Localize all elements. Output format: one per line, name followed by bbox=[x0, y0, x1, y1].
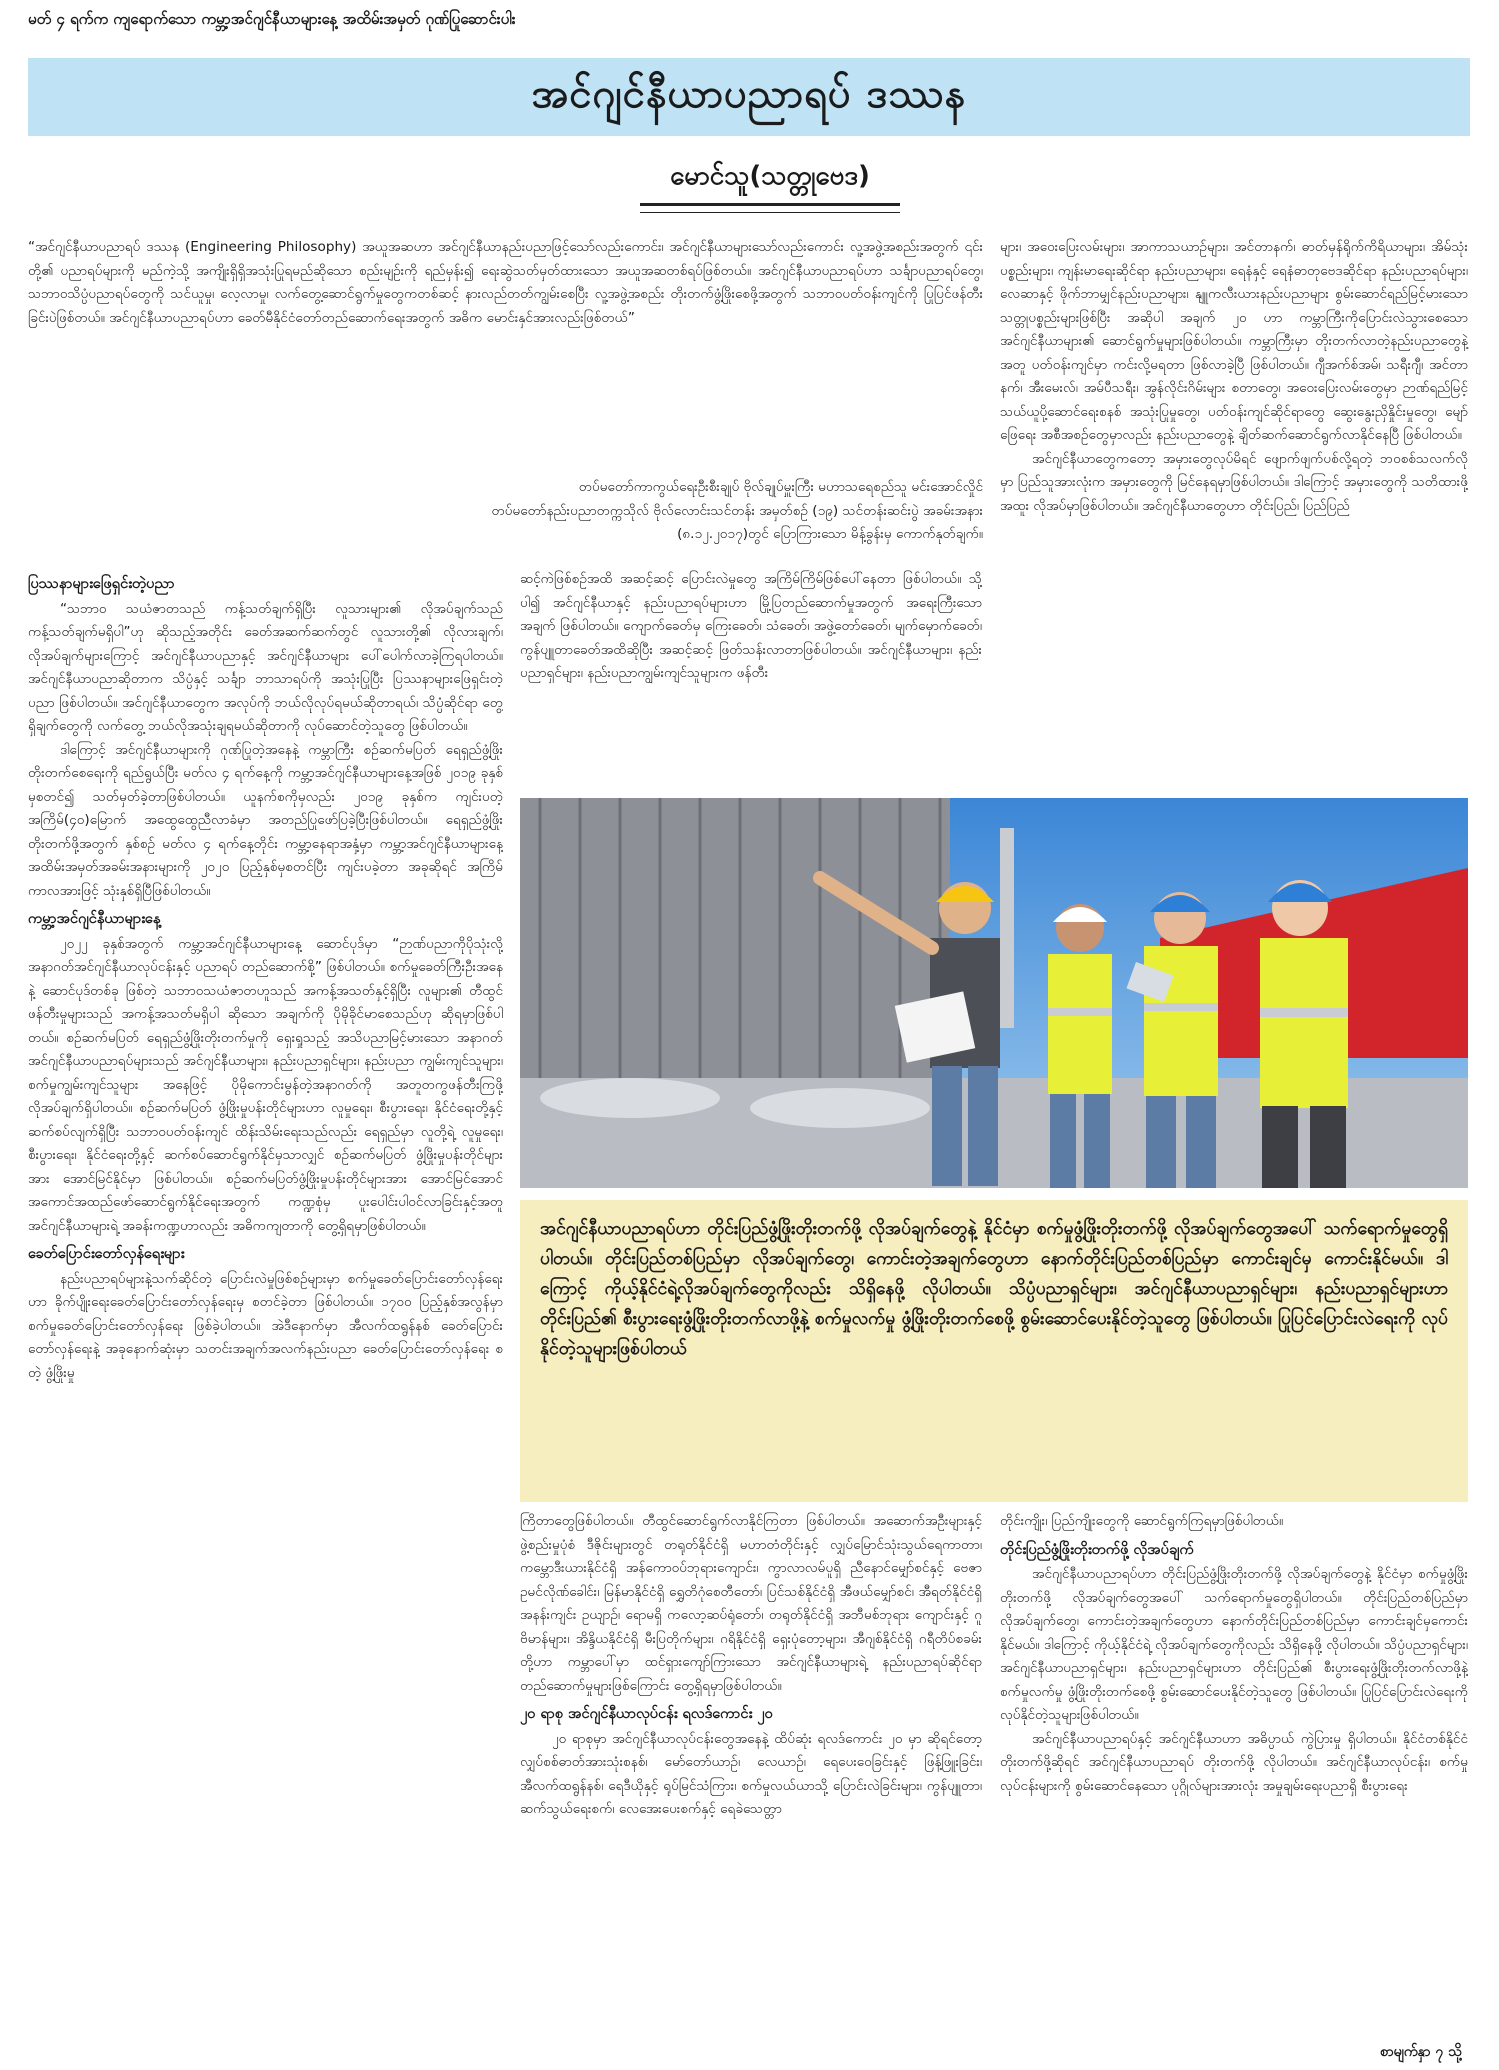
attribution-line: တပ်မတော်ကာကွယ်ရေးဦးစီးချုပ် ဗိုလ်ချုပ်မှူးကြီး မဟာသရေစည်သူ မင်းအောင်လှိုင် bbox=[578, 479, 983, 495]
section-heading: တိုင်းပြည်ဖွံ့ဖြိုးတိုးတက်ဖို့ လိုအပ်ချက် bbox=[1000, 1540, 1194, 1558]
column-2-top bbox=[520, 568, 982, 792]
kicker-line: မတ် ၄ ရက်က ကျရောက်သော ကမ္ဘာ့အင်ဂျင်နီယာများနေ့ အထိမ်းအမှတ် ဂုဏ်ပြုဆောင်းပါး bbox=[28, 10, 516, 28]
byline-rule bbox=[640, 212, 900, 213]
engineers-photo bbox=[520, 798, 1468, 1188]
paragraph: “သဘာဝ သယံဇာတသည် ကန့်သတ်ချက်ရှိပြီး လူသားများ၏ လိုအပ်ချက်သည် ကန့်သတ်ချက်မရှိပါ”ဟု ဆိုသည့်အတိုင်း ခေတ်အဆက်ဆက်တွင် လူသားတို့၏ လိုလားချက်၊ လိုအပ်ချက်များကြောင့် အင်ဂျင်နီယာပညာနှင့် အင်ဂျင်နီယာများ ပေါ်ပေါက်လာခဲ့ကြရပါတယ်။ အင်ဂျင်နီယာပညာဆိုတာက သိပ္ပံနှင့် သင်္ချာ ဘာသာရပ်ကို အသုံးပြုပြီး ပြဿနာများဖြေရှင်းတဲ့ပညာ ဖြစ်ပါတယ်။ အင်ဂျင်နီယာတွေက အလုပ်ကို ဘယ်လိုလုပ်ရမယ်ဆိုတာရယ်၊ သိပ္ပံဆိုင်ရာ တွေ့ရှိချက်တွေကို လက်တွေ့ ဘယ်လိုအသုံးချရမယ်ဆိုတာကို လုပ်ဆောင်တဲ့သူတွေ ဖြစ်ပါတယ်။ bbox=[28, 600, 503, 734]
paragraph: တိုင်းကျိုး၊ ပြည်ကျိုးတွေကို ဆောင်ရွက်ကြရမှာဖြစ်ပါတယ်။ bbox=[1000, 1513, 1284, 1529]
paragraph: ၂၀၂၂ ခုနှစ်အတွက် ကမ္ဘာ့အင်ဂျင်နီယာများနေ့ ဆောင်ပုဒ်မှာ “ဉာဏ်ပညာကိုပိုသုံးလို့ အနာဂတ်အင်ဂျင်နီယာလုပ်ငန်းနှင့် ပညာရပ် တည်ဆောက်စို့” ဖြစ်ပါတယ်။ စက်မှုခေတ်ကြီးဦးအနေနဲ့ ဆောင်ပုဒ်တစ်ခု ဖြစ်တဲ့ သဘာဝသယံဇာတဟူသည် အကန့်အသတ်နှင့်ရှိပြီး လူများ၏ တီထွင်ဖန်တီးမှုများသည် အကန့်အသတ်မရှိပါ ဆိုသော အချက်ကို ပိုမိုခိုင်မာစေသည်ဟု ဆိုရမှာဖြစ်ပါတယ်။ စဉ်ဆက်မပြတ် ရေရှည်ဖွံ့ဖြိုးတိုးတက်မှုကို ရှေးရှုသည့် အသိပညာမြင့်မားသော အနာဂတ်အင်ဂျင်နီယာပညာရပ်များသည် အင်ဂျင်နီယာများ၊ နည်းပညာရှင်များ၊ နည်းပညာ ကျွမ်းကျင်သူများ၊ စက်မှုကျွမ်းကျင်သူများ အနေဖြင့် ပိုမိုကောင်းမွန်တဲ့အနာဂတ်ကို အတူတကွဖန်တီးကြဖို့ လိုအပ်ချက်ရှိပါတယ်။ စဉ်ဆက်မပြတ် ဖွံ့ဖြိုးမှုပန်းတိုင်များဟာ လူမှုရေး၊ စီးပွားရေး၊ နိုင်ငံရေးတို့နှင့် ဆက်စပ်လျက်ရှိပြီး သဘာဝပတ်ဝန်းကျင် ထိန်းသိမ်းရေးသည်လည်း ရေရှည်မှာ လူတို့ရဲ့ လူမှုရေး၊ စီးပွားရေး၊ နိုင်ငံရေးတို့နှင့် ဆက်စပ်ဆောင်ရွက်နိုင်မှသာလျှင် စဉ်ဆက်မပြတ် ဖွံ့ဖြိုးမှုပန်းတိုင်များအား အောင်မြင်နိုင်မှာ ဖြစ်ပါတယ်။ စဉ်ဆက်မပြတ်ဖွံ့ဖြိုးမှုပန်းတိုင်များအား အောင်မြင်အောင် အကောင်အထည်ဖော်ဆောင်ရွက်နိုင်ရေးအတွက် ကဏ္ဍစုံမှ ပူးပေါင်းပါဝင်လာခြင်းနှင့်အတူ အင်ဂျင်နီယာများရဲ့ အခန်းကဏ္ဍဟာလည်း အဓိကကျတာကို တွေ့ရှိရမှာဖြစ်ပါတယ်။ bbox=[28, 935, 503, 1234]
paragraph: နည်းပညာရပ်များနဲ့သက်ဆိုင်တဲ့ ပြောင်းလဲမှုဖြစ်စဉ်များမှာ စက်မှုခေတ်ပြောင်းတော်လှန်ရေးဟာ ခိုက်ပျိုးရေးခေတ်ပြောင်းတော်လှန်ရေးမှ စတင်ခဲ့တာ ဖြစ်ပါတယ်။ ၁၇၀၀ ပြည့်နှစ်အလွန်မှာ စက်မှုခေတ်ပြောင်းတော်လှန်ရေး ဖြစ်ခဲ့ပါတယ်။ အဲဒီနောက်မှာ အီလက်ထရွန်နစ် ခေတ်ပြောင်းတော်လှန်ရေးနဲ့ အခုနောက်ဆုံးမှာ သတင်းအချက်အလက်နည်းပညာ ခေတ်ပြောင်းတော်လှန်ရေး စတဲ့ ဖွံ့ဖြိုးမှု bbox=[28, 1270, 503, 1381]
paragraph: ကြိတာတွေဖြစ်ပါတယ်။ တီထွင်ဆောင်ရွက်လာနိုင်ကြတာ ဖြစ်ပါတယ်။ အဆောက်အဦးများနှင့် ဖွဲ့စည်းမှုပုံစံ ဒီဇိုင်းများတွင် တရုတ်နိုင်ငံရှိ မဟာတံတိုင်းနှင့် လျှပ်မြောင်သုံးသွယ်ရေကာတာ၊ ကမ္ဘောဒီးယားနိုင်ငံရှိ အန်ကောဝပ်ဘုရားကျောင်း၊ ကွာလာလမ်ပူရှိ ညီနောင်မျှော်စင်နှင့် ဗေဇာဥမင်လိုဏ်ခေါင်း၊ မြန်မာနိုင်ငံရှိ ရွှေတိဂုံစေတီတော်၊ ပြင်သစ်နိုင်ငံရှိ အီဖယ်မျှော်စင်၊ အီရတ်နိုင်ငံရှိ အနန်းကျင်း ဥယျာဉ်၊ ရောမရှိ ကလော့ဆပ်ရုံတော်၊ တရုတ်နိုင်ငံရှိ အဘီမစ်ဘုရား ကျောင်းနှင့် ဂူဗိမာန်များ၊ အိန္ဒိယနိုင်ငံရှိ မီးပြတိုက်များ၊ ဂရိနိုင်ငံရှိ ရှေးပုံတော့များ၊ အီဂျစ်နိုင်ငံရှိ ဂရီတိပ်စခမ်း တို့ဟာ ကမ္ဘာပေါ်မှာ ထင်ရှားကျော်ကြားသော အင်ဂျင်နီယာများရဲ့ နည်းပညာရပ်ဆိုင်ရာ တည်ဆောက်မှုများဖြစ်ကြောင်း တွေ့ရှိရမှာဖြစ်ပါတယ်။ bbox=[520, 1513, 982, 1694]
attribution-line: (၈.၁၂.၂၀၁၇)တွင် ပြောကြားသော မိန့်ခွန်းမှ ကောက်နုတ်ချက်။ bbox=[677, 526, 983, 542]
section-heading: ကမ္ဘာ့အင်ဂျင်နီယာများနေ့ bbox=[28, 910, 161, 927]
pull-quote: အင်ဂျင်နီယာပညာရပ်ဟာ တိုင်းပြည်ဖွံ့ဖြိုးတိုးတက်ဖို့ လိုအပ်ချက်တွေနဲ့ နိုင်ငံမှာ စက်မှုဖွံ့ဖြိုးတိုးတက်ဖို့ လိုအပ်ချက်တွေအပေါ် သက်ရောက်မှုတွေရှိပါတယ်။ တိုင်းပြည်တစ်ပြည်မှာ လိုအပ်ချက်တွေ၊ ကောင်းတဲ့အချက်တွေဟာ နောက်တိုင်းပြည်တစ်ပြည်မှာ ကောင်းချင်မှ ကောင်းနိုင်မယ်။ ဒါကြောင့် ကိုယ့်နိုင်ငံရဲ့လိုအပ်ချက်တွေကိုလည်း သိရှိနေဖို့ လိုပါတယ်။ သိပ္ပံပညာရှင်များ၊ အင်ဂျင်နီယာပညာရှင်များ၊ နည်းပညာရှင်များဟာ တိုင်းပြည်၏ စီးပွားရေးဖွံ့ဖြိုးတိုးတက်လာဖို့နဲ့ စက်မှုလက်မှု ဖွံ့ဖြိုးတိုးတက်စေဖို့ စွမ်းဆောင်ပေးနိုင်တဲ့သူတွေ ဖြစ်ပါတယ်။ ပြုပြင်ပြောင်းလဲရေးကို လုပ်နိုင်တဲ့သူများဖြစ်ပါတယ် bbox=[520, 1200, 1468, 1502]
column-2-bottom bbox=[520, 1510, 982, 2058]
section-heading: ပြဿနာများဖြေရှင်းတဲ့ပညာ bbox=[28, 575, 175, 592]
column-3-bottom bbox=[1000, 1510, 1468, 2036]
attribution-line: တပ်မတော်နည်းပညာတက္ကသိုလ် ဗိုလ်လောင်းသင်တန်း အမှတ်စဉ် (၁၉) သင်တန်းဆင်းပွဲ အခမ်းအနား bbox=[491, 502, 983, 519]
continued-page-note: စာမျက်နှာ ၇ သို့ bbox=[1380, 2044, 1462, 2060]
lead-quote-text: “အင်ဂျင်နီယာပညာရပ် ဒဿန (Engineering Philosophy) အယူအဆဟာ အင်ဂျင်နီယာနည်းပညာဖြင့်သော်လည်းကောင်း၊ အင်ဂျင်နီယာများသော်လည်းကောင်း လူ့အဖွဲ့အစည်းအတွက် ၎င်းတို့၏ ပညာရပ်များကို မည်ကဲ့သို့ အကျိုးရှိရှိအသုံးပြုရမည်ဆိုသော စည်းမျဉ်းကို ရည်မှန်း၍ ရေးဆွဲသတ်မှတ်ထားသော အယူအဆတစ်ရပ်ဖြစ်တယ်။ အင်ဂျင်နီယာပညာရပ်ဟာ သင်္ချာပညာရပ်တွေ၊ သဘာဝသိပ္ပံပညာရပ်တွေကို သင်ယူမှု၊ လေ့လာမှု၊ လက်တွေ့ဆောင်ရွက်မှုတွေကတစ်ဆင့် နားလည်တတ်ကျွမ်းစေပြီး လူ့အဖွဲ့အစည်း တိုးတက်ဖွံ့ဖြိုးစေဖို့အတွက် သဘာဝပတ်ဝန်းကျင်ကို ပြုပြင်ဖန်တီးခြင်းပဲဖြစ်တယ်။ အင်ဂျင်နီယာပညာရပ်ဟာ ခေတ်မီနိုင်ငံတော်တည်ဆောက်ရေးအတွက် အဓိက မောင်းနှင်အားလည်းဖြစ်တယ်” bbox=[28, 239, 983, 326]
right-column-top bbox=[1000, 236, 1468, 518]
column-1 bbox=[28, 568, 503, 2058]
paragraph: အင်ဂျင်နီယာတွေကတော့ အမှားတွေလုပ်မိရင် ဖျောက်ဖျက်ပစ်လို့ရတဲ့ ဘဝစစ်သလက်လိုမှာ ပြည်သူအားလုံးက အမှားတွေကို မြင်နေရမှာဖြစ်ပါတယ်။ ဒါကြောင့် အမှားတွေကို သတိထားဖို့ အထူး လိုအပ်မှာဖြစ်ပါတယ်။ အင်ဂျင်နီယာတွေဟာ တိုင်းပြည်၊ ပြည်ပြည် bbox=[1000, 450, 1468, 514]
paragraph: များ၊ အဝေးပြေးလမ်းများ၊ အာကာသယာဉ်များ၊ အင်တာနက်၊ ဓာတ်မှန်ရိုက်ကိရိယာများ၊ အိမ်သုံးပစ္စည်းများ၊ ကျန်းမာရေးဆိုင်ရာ နည်းပညာများ၊ ရေနံနှင့် ရေနံဓာတုဗေဒဆိုင်ရာ နည်းပညာရပ်များ၊ လေဆာနှင့် ဖိုက်ဘာမျှင်နည်းပညာများ၊ နျူကလီးယားနည်းပညာများ စွမ်းဆောင်ရည်မြင့်မားသော သတ္တုပစ္စည်းများဖြစ်ပြီး အဆိုပါ အချက် ၂၀ ဟာ ကမ္ဘာကြီးကိုပြောင်းလဲသွားစေသော အင်ဂျင်နီယာများ၏ ဆောင်ရွက်မှုများဖြစ်ပါတယ်။ ကမ္ဘာကြီးမှာ တိုးတက်လာတဲ့နည်းပညာတွေနဲ့အတူ ပတ်ဝန်းကျင်မှာ ကင်းလို့မရတာ ဖြစ်လာခဲ့ပြီ ဖြစ်ပါတယ်။ ဂျီအက်စ်အမ်၊ သရီးဂျီ၊ အင်တာနက်၊ အီးမေးလ်၊ အမ်ပီသရီး၊ အွန်လိုင်းဂိမ်းများ စတာတွေ၊ အဝေးပြေးလမ်းတွေမှာ ဉာဏ်ရည်မြင့် သယ်ယူပို့ဆောင်ရေးစနစ် အသုံးပြုမှုတွေ၊ ပတ်ဝန်းကျင်ဆိုင်ရာတွေ ဆွေးနွေးညှိနှိုင်းမှုတွေ၊ မျော်ဖြေရေး အစီအစဉ်တွေမှာလည်း နည်းပညာတွေနဲ့ ချိတ်ဆက်ဆောင်ရွက်လာနိုင်နေပြီ ဖြစ်ပါတယ်။ bbox=[1000, 239, 1468, 443]
paragraph: ဒါကြောင့် အင်ဂျင်နီယာများကို ဂုဏ်ပြုတဲ့အနေနဲ့ ကမ္ဘာကြီး စဉ်ဆက်မပြတ် ရေရှည်ဖွံ့ဖြိုးတိုးတက်စေရေးကို ရည်ရွယ်ပြီး မတ်လ ၄ ရက်နေ့ကို ကမ္ဘာ့အင်ဂျင်နီယာများနေ့အဖြစ် ၂၀၁၉ ခုနှစ်မှစတင်၍ သတ်မှတ်ခဲ့တာဖြစ်ပါတယ်။ ယူနက်စကိုမှလည်း ၂၀၁၉ ခုနှစ်က ကျင်းပတဲ့ အကြိမ်(၄၀)မြောက် အထွေထွေညီလာခံမှာ အတည်ပြုဖော်ပြခဲ့ပြီးဖြစ်ပါတယ်။ ရေရှည်ဖွံ့ဖြိုးတိုးတက်ဖို့အတွက် နှစ်စဉ် မတ်လ ၄ ရက်နေ့တိုင်း ကမ္ဘာ့နေရာအနှံ့မှာ ကမ္ဘာ့အင်ဂျင်နီယာများနေ့ အထိမ်းအမှတ်အခမ်းအနားများကို ၂၀၂၀ ပြည့်နှစ်မှစတင်ပြီး ကျင်းပခဲ့တာ အခုဆိုရင် အကြိမ်ကာလအားဖြင့် သုံးနှစ်ရှိပြီဖြစ်ပါတယ်။ bbox=[28, 741, 503, 899]
section-heading: ၂၀ ရာစု အင်ဂျင်နီယာလုပ်ငန်း ရလဒ်ကောင်း ၂၀ bbox=[520, 1705, 773, 1722]
lead-quote bbox=[28, 236, 983, 330]
byline: မောင်သူ(သတ္တုဗေဒ) bbox=[640, 158, 900, 206]
paragraph: ဆင့်ကဲဖြစ်စဉ်အထိ အဆင့်ဆင့် ပြောင်းလဲမှုတွေ အကြိမ်ကြိမ်ဖြစ်ပေါ်နေတာ ဖြစ်ပါတယ်။ သို့ပါ၍ အင်ဂျင်နီယာနှင့် နည်းပညာရပ်များဟာ မြို့ပြတည်ဆောက်မှုအတွက် အရေးကြီးသောအချက် ဖြစ်ပါတယ်။ ကျောက်ခေတ်မှ ကြေးခေတ်၊ သံခေတ်၊ အဖွဲ့တော်ခေတ်၊ မျက်မှောက်ခေတ်၊ ကွန်ပျူတာခေတ်အထိဆိုပြီး အဆင့်ဆင့် ဖြတ်သန်းလာတာဖြစ်ပါတယ်။ အင်ဂျင်နီယာများ၊ နည်းပညာရှင်များ၊ နည်းပညာကျွမ်းကျင်သူများက ဖန်တီး bbox=[520, 571, 982, 681]
engineers-illustration bbox=[520, 798, 1468, 1188]
lead-attribution bbox=[28, 476, 983, 547]
section-heading: ခေတ်ပြောင်းတော်လှန်ရေးများ bbox=[28, 1245, 185, 1262]
title-banner bbox=[28, 58, 1470, 136]
paragraph: အင်ဂျင်နီယာပညာရပ်နှင့် အင်ဂျင်နီယာဟာ အဓိပ္ပာယ် ကွဲပြားမှု ရှိပါတယ်။ နိုင်ငံတစ်နိုင်ငံ တိုးတက်ဖို့ဆိုရင် အင်ဂျင်နီယာပညာရပ် တိုးတက်ဖို့ လိုပါတယ်။ အင်ဂျင်နီယာလုပ်ငန်း၊ စက်မှုလုပ်ငန်းများကို စွမ်းဆောင်နေသော ပုဂ္ဂိုလ်များအားလုံး အမှုချမ်းရေးပညာရှိ စီးပွားရေး bbox=[1000, 1730, 1468, 1794]
article-title: အင်ဂျင်နီယာပညာရပ် ဒဿန bbox=[531, 70, 967, 117]
paragraph: အင်ဂျင်နီယာပညာရပ်ဟာ တိုင်းပြည်ဖွံ့ဖြိုးတိုးတက်ဖို့ လိုအပ်ချက်တွေနဲ့ နိုင်ငံမှာ စက်မှုဖွံ့ဖြိုးတိုးတက်ဖို့ လိုအပ်ချက်တွေအပေါ် သက်ရောက်မှုတွေရှိပါတယ်။ တိုင်းပြည်တစ်ပြည်မှာ လိုအပ်ချက်တွေ၊ ကောင်းတဲ့အချက်တွေဟာ နောက်တိုင်းပြည်တစ်ပြည်မှာ ကောင်းချင်မှကောင်းနိုင်မယ်။ ဒါကြောင့် ကိုယ့်နိုင်ငံရဲ့ လိုအပ်ချက်တွေကိုလည်း သိရှိနေဖို့ လိုပါတယ်။ သိပ္ပံပညာရှင်များ၊ အင်ဂျင်နီယာပညာရှင်များ၊ နည်းပညာရှင်များဟာ တိုင်းပြည်၏ စီးပွားရေးဖွံ့ဖြိုးတိုးတက်လာဖို့နဲ့ စက်မှုလက်မှု ဖွံ့ဖြိုးတိုးတက်စေဖို့ စွမ်းဆောင်ပေးနိုင်တဲ့သူတွေ ဖြစ်ပါတယ်။ ပြုပြင်ပြောင်းလဲရေးကို လုပ်နိုင်တဲ့သူများဖြစ်ပါတယ်။ bbox=[1000, 1566, 1468, 1723]
paragraph: ၂၀ ရာစုမှာ အင်ဂျင်နီယာလုပ်ငန်းတွေအနေနဲ့ ထိပ်ဆုံး ရလဒ်ကောင်း ၂၀ မှာ ဆိုရင်တော့ လျှပ်စစ်ဓာတ်အားသုံးစနစ်၊ မော်တော်ယာဉ်၊ လေယာဉ်၊ ရေပေးဝေခြင်းနှင့် ဖြန့်ဖြူးခြင်း၊ အီလက်ထရွန်နစ်၊ ရေဒီယိုနှင့် ရုပ်မြင်သံကြား၊ စက်မှုလယ်ယာသို့ ပြောင်းလဲခြင်းများ၊ ကွန်ပျူတာ၊ ဆက်သွယ်ရေးစက်၊ လေအေးပေးစက်နှင့် ရေခဲသေတ္တာ bbox=[520, 1730, 982, 1817]
